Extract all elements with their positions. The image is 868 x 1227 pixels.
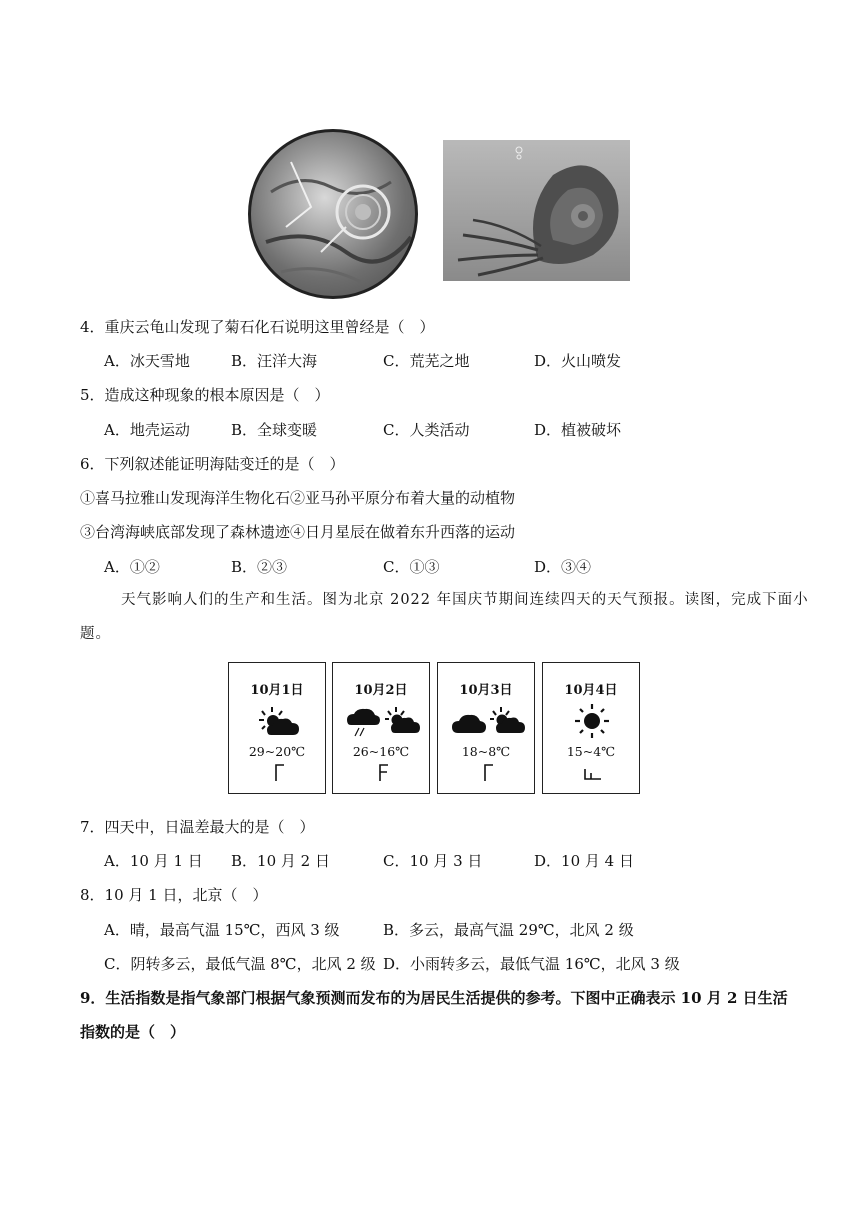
cloudy-icon — [452, 715, 486, 733]
ammonite-illustration — [443, 140, 630, 281]
q4-stem: 4．重庆云龟山发现了菊石化石说明这里曾经是（ ） — [80, 318, 435, 336]
q7-option-d: D．10 月 4 日 — [534, 852, 634, 870]
q6-statement-1: ①喜马拉雅山发现海洋生物化石②亚马孙平原分布着大量的动植物 — [80, 489, 516, 507]
q6-option-a: A．①② — [104, 558, 160, 576]
forecast-date: 10月3日 — [459, 683, 513, 698]
partly-cloudy-icon — [385, 707, 420, 733]
partly-cloudy-icon — [490, 707, 525, 733]
q5-option-d: D．植被破坏 — [534, 421, 622, 439]
intro-line-2: 题。 — [80, 626, 111, 642]
q8-option-b: B．多云，最高气温 29℃，北风 2 级 — [383, 921, 634, 939]
weather-forecast-figure — [228, 662, 642, 796]
q6-option-c: C．①③ — [383, 558, 440, 576]
q4-option-c: C．荒芜之地 — [383, 352, 470, 370]
q6-stem: 6．下列叙述能证明海陆变迁的是（ ） — [80, 455, 345, 473]
rain-cloud-icon — [347, 709, 380, 736]
q5-option-a: A．地壳运动 — [104, 421, 190, 439]
north-wind-level2-icon — [438, 761, 536, 783]
q4-option-d: D．火山喷发 — [534, 352, 622, 370]
forecast-date: 10月1日 — [250, 683, 304, 698]
q9-stem-line-2: 指数的是（ ） — [80, 1023, 186, 1041]
q8-stem: 8．10 月 1 日，北京（ ） — [80, 886, 268, 904]
intro-line-1: 天气影响人们的生产和生活。图为北京 2022 年国庆节期间连续四天的天气预报。读图，完成下面小 — [121, 592, 809, 608]
north-wind-level2-icon — [229, 761, 327, 783]
q4-option-b: B．汪洋大海 — [231, 352, 318, 370]
forecast-card — [542, 662, 640, 794]
forecast-date: 10月4日 — [564, 683, 618, 698]
q7-option-a: A．10 月 1 日 — [104, 852, 203, 870]
q7-stem: 7．四天中，日温差最大的是（ ） — [80, 818, 315, 836]
forecast-card — [228, 662, 326, 794]
q9-stem-line-1: 9．生活指数是指气象部门根据气象预测而发布的为居民生活提供的参考。下图中正确表示 10 月 2 日生活 — [80, 989, 788, 1007]
north-wind-level3-icon — [333, 761, 431, 783]
q5-option-b: B．全球变暖 — [231, 421, 318, 439]
sunny-icon — [543, 703, 641, 739]
q8-option-d: D．小雨转多云，最低气温 16℃，北风 3 级 — [383, 955, 680, 973]
forecast-temp: 15~4℃ — [566, 744, 616, 759]
q6-option-b: B．②③ — [231, 558, 288, 576]
q8-option-a: A．晴，最高气温 15℃，西风 3 级 — [104, 921, 340, 939]
forecast-temp: 29~20℃ — [248, 744, 306, 759]
q5-stem: 5．造成这种现象的根本原因是（ ） — [80, 386, 330, 404]
forecast-temp: 18~8℃ — [461, 744, 511, 759]
q5-option-c: C．人类活动 — [383, 421, 470, 439]
ammonite-fossil-photo — [248, 129, 418, 299]
partly-cloudy-icon — [229, 703, 327, 739]
q6-option-d: D．③④ — [534, 558, 592, 576]
q4-option-a: A．冰天雪地 — [104, 352, 190, 370]
q6-statement-2: ③台湾海峡底部发现了森林遗迹④日月星辰在做着东升西落的运动 — [80, 523, 516, 541]
forecast-date: 10月2日 — [354, 683, 408, 698]
q7-option-c: C．10 月 3 日 — [383, 852, 483, 870]
q7-option-b: B．10 月 2 日 — [231, 852, 330, 870]
q8-option-c: C．阴转多云，最低气温 8℃，北风 2 级 — [104, 955, 376, 973]
forecast-temp: 26~16℃ — [352, 744, 410, 759]
south-wind-level2-icon — [543, 761, 641, 783]
forecast-card — [437, 662, 535, 794]
forecast-card — [332, 662, 430, 794]
